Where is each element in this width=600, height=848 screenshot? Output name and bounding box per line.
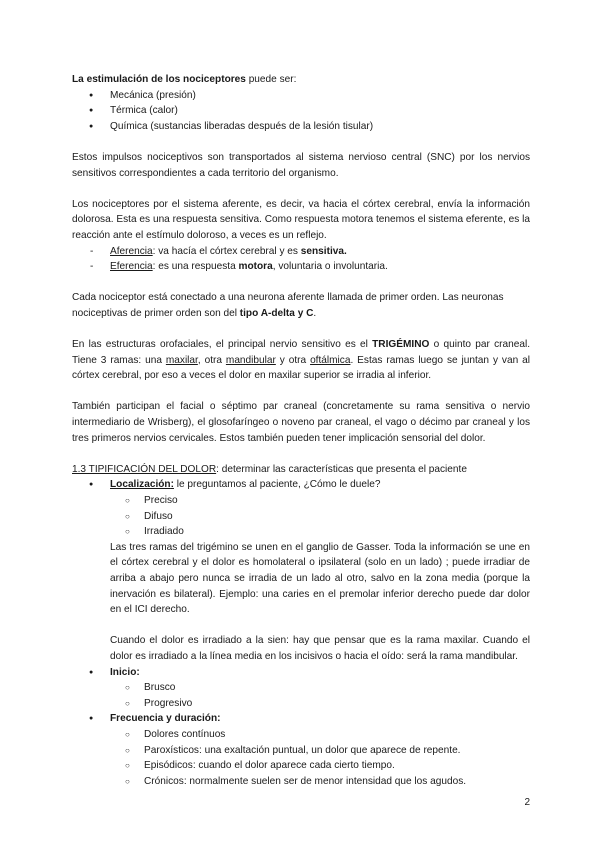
frecuencia-list xyxy=(72,711,530,727)
localizacion-sublist xyxy=(72,493,530,540)
list-item: ○ Preciso xyxy=(72,493,530,509)
first-order-text: Cada nociceptor está conectado a una neurona aferente llamada de primer orden. Las neuronas nociceptivas de primer orden son del xyxy=(72,292,504,319)
list-item: ○ Paroxísticos: una exaltación puntual, un dolor que aparece de repente. xyxy=(72,743,530,759)
list-item: ● Térmica (calor) xyxy=(72,103,530,119)
aferencia-end: . xyxy=(343,245,347,257)
afferent-efferent-list xyxy=(72,244,530,275)
section-heading xyxy=(72,462,530,478)
list-item: ○ Progresivo xyxy=(72,696,530,712)
paragraph-irradiado: Cuando el dolor es irradiado a la sien: hay que pensar que es la rama maxilar. Cuando el dolor es irradiado a la línea media en los incisivos o hacia el oído: será la rama mandibular. xyxy=(110,635,530,662)
list-item-localizacion xyxy=(72,477,530,493)
list-item: ○ Difuso xyxy=(72,509,530,525)
first-order-bold: tipo A-delta y C xyxy=(239,307,314,319)
paragraph-other-nerves: También participan el facial o séptimo par craneal (concretamente su rama sensitiva o nervio intermediario de Wrisberg), el glosofaríngeo o noveno par craneal, el vago o décimo par craneal y los tres primeros nervios cervicales. Estos también pueden tener implicación sensorial del dolor. xyxy=(72,401,530,444)
trigemino-bold: TRIGÉMINO xyxy=(372,339,430,351)
paragraph-nociceptors: Los nociceptores por el sistema aferente, es decir, va hacia el córtex cerebral, envía la información dolorosa. Esta es una respuesta sensitiva. Como respuesta motora tenemos el sistema eferente, es la reacción ante el estímulo doloroso, a veces es un reflejo. xyxy=(72,198,530,241)
list-item: ○ Episódicos: cuando el dolor aparece cada cierto tiempo. xyxy=(72,758,530,774)
section-subtitle: : determinar las características que presenta el paciente xyxy=(216,463,467,475)
maxilar-underline: maxilar xyxy=(165,354,198,366)
mandibular-underline: mandibular xyxy=(225,354,276,366)
eferencia-text: : es una respuesta xyxy=(152,261,239,273)
list-item-eferencia xyxy=(72,259,530,275)
inicio-list xyxy=(72,665,530,681)
inicio-sublist xyxy=(72,680,530,711)
trigemino-text: , otra xyxy=(197,354,226,366)
intro-bold: La estimulación de los nociceptores xyxy=(72,74,246,85)
first-order-end: . xyxy=(313,307,317,319)
document-page xyxy=(72,72,530,789)
eferencia-end: , voluntaria o involuntaria. xyxy=(272,261,388,273)
list-item: ○ Irradiado xyxy=(72,524,530,540)
paragraph-impulses: Estos impulsos nociceptivos son transportados al sistema nervioso central (SNC) por los nervios sensitivos correspondientes a cada territorio del organismo. xyxy=(72,151,530,179)
paragraph-gasser: Las tres ramas del trigémino se unen en el ganglio de Gasser. Toda la información se une en el córtex cerebral y el dolor es homolateral o ipsilateral (solo en un lado) ; puede irradiar de arriba a abajo pero nunca se irradia de un lado al otro, salvo en la zona media (porque la inervación es bilateral). Ejemplo: una caries en el premolar inferior derecho puede dar dolor en el ICI derecho. xyxy=(110,541,530,616)
list-item-frecuencia xyxy=(72,711,530,727)
paragraph-trigemino xyxy=(72,337,530,384)
frecuencia-sublist xyxy=(72,727,530,789)
list-item: ○ Brusco xyxy=(72,680,530,696)
list-item: ● Mecánica (presión) xyxy=(72,88,530,104)
trigemino-text: . Estas ramas luego se juntan y van al córtex cerebral, por eso a veces el dolor en maxilar superior se irradia al inferior. xyxy=(72,354,530,382)
localizacion-colon: : xyxy=(170,479,174,491)
aferencia-text: : va hacía el córtex cerebral y es xyxy=(152,245,301,257)
frecuencia-label: Frecuencia y duración: xyxy=(110,713,221,725)
inicio-label: Inicio: xyxy=(110,666,140,678)
list-item: ● Química (sustancias liberadas después de la lesión tisular) xyxy=(72,119,530,135)
list-item: ○ Dolores contínuos xyxy=(72,727,530,743)
intro-rest: puede ser: xyxy=(245,74,297,85)
paragraph-first-order xyxy=(72,290,530,321)
tipificacion-list xyxy=(72,477,530,493)
list-item: ○ Crónicos: normalmente suelen ser de menor intensidad que los agudos. xyxy=(72,774,530,790)
eferencia-label: Eferencia xyxy=(110,261,153,273)
aferencia-label: Aferencia xyxy=(110,245,153,257)
section-title: 1.3 TIPIFICACIÓN DEL DOLOR xyxy=(72,463,217,475)
list-item-inicio xyxy=(72,665,530,681)
oftalmica-underline: oftálmica xyxy=(310,354,351,366)
trigemino-text: y otra xyxy=(275,354,311,366)
list-item-aferencia xyxy=(72,244,530,260)
trigemino-text: En las estructuras orofaciales, el principal nervio sensitivo es el xyxy=(72,339,373,351)
aferencia-bold: sensitiva xyxy=(300,245,344,257)
stimulation-list xyxy=(72,88,530,135)
intro-line xyxy=(72,72,530,88)
page-number: 2 xyxy=(524,797,530,808)
eferencia-bold: motora xyxy=(238,261,273,273)
localizacion-label: Localización xyxy=(110,479,171,491)
localizacion-question: le preguntamos al paciente, ¿Cómo le duele? xyxy=(173,479,381,491)
trigemino-text: o quinto par craneal. Tiene 3 ramas: una xyxy=(72,339,531,366)
